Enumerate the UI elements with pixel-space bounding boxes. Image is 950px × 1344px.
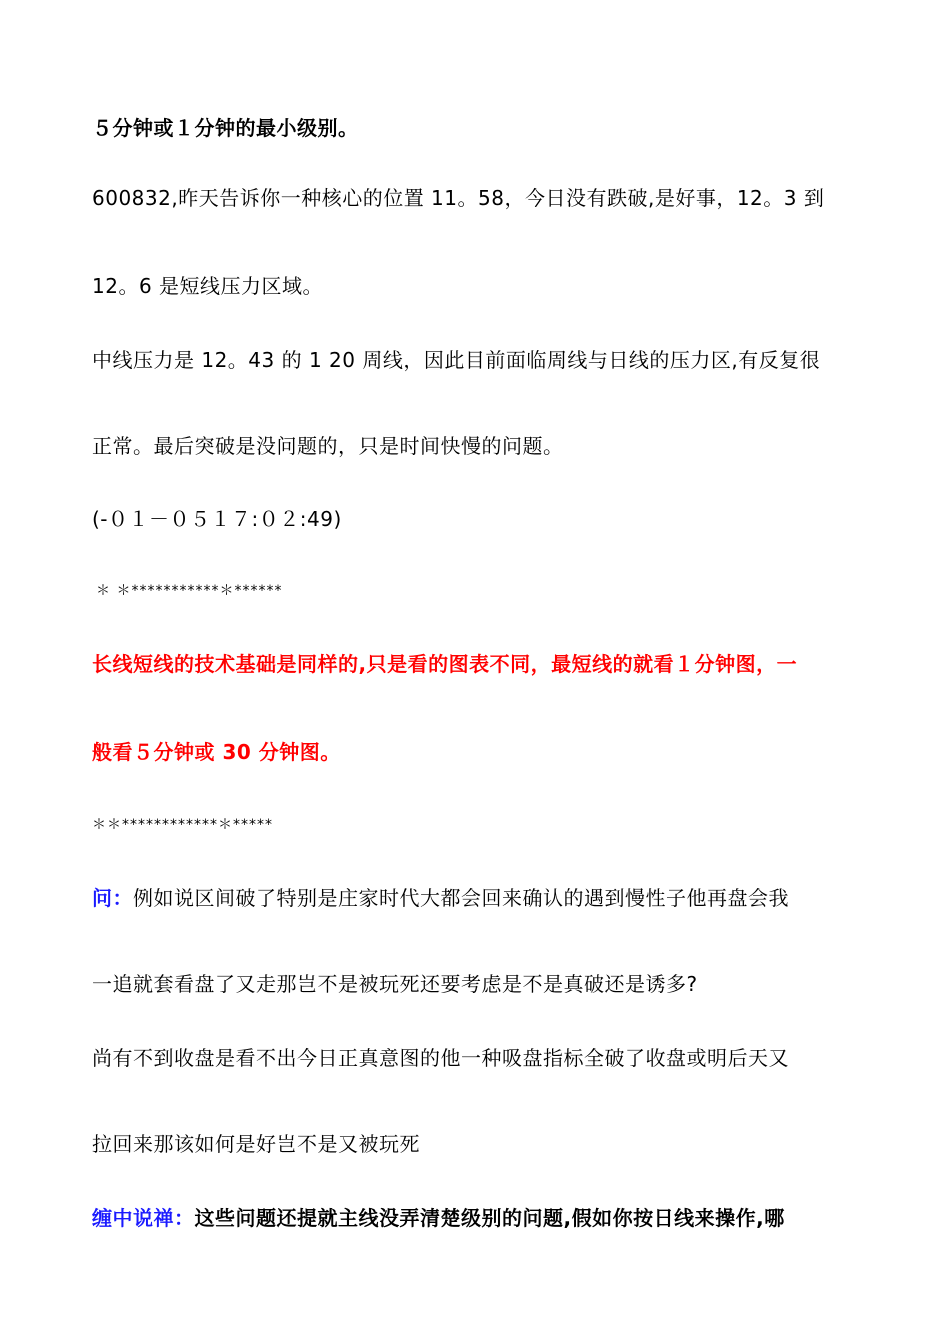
- text-line-4: 中线压力是 12。43 的 1 20 周线，因此目前面临周线与日线的压力区,有反复很: [92, 348, 821, 372]
- text-line-5: 正常。最后突破是没问题的，只是时间快慢的问题。: [92, 434, 564, 458]
- highlight-line-2: 般看５分钟或 30 分钟图。: [92, 740, 341, 764]
- text-line-1: ５分钟或１分钟的最小级别。: [92, 116, 359, 140]
- highlight-line-1: 长线短线的技术基础是同样的,只是看的图表不同，最短线的就看１分钟图，一: [92, 652, 798, 676]
- answer-label: 缠中说禅：: [92, 1206, 195, 1230]
- question-line-1: [92, 885, 862, 911]
- timestamp-line: (-０１－０５１７:０２:49): [92, 507, 342, 531]
- text-line-2: 600832,昨天告诉你一种核心的位置 11。58，今日没有跌破,是好事，12。3 到: [92, 186, 825, 210]
- text-line-3: 12。6 是短线压力区域。: [92, 274, 324, 298]
- answer-text-1: 这些问题还提就主线没弄清楚级别的问题,假如你按日线来操作,哪: [194, 1206, 785, 1230]
- question-line-2: 一追就套看盘了又走那岂不是被玩死还要考虑是不是真破还是诱多?: [92, 972, 698, 996]
- question-text-1: 例如说区间破了特别是庄家时代大都会回来确认的遇到慢性子他再盘会我: [133, 886, 789, 910]
- answer-line-1: [92, 1205, 862, 1231]
- question-label: 问：: [92, 886, 133, 910]
- separator-line-2: ＊＊************＊*****: [92, 817, 273, 833]
- question-line-4: 拉回来那该如何是好岂不是又被玩死: [92, 1132, 420, 1156]
- question-line-3: 尚有不到收盘是看不出今日正真意图的他一种吸盘指标全破了收盘或明后天又: [92, 1046, 789, 1070]
- separator-line-1: ＊ ＊***********＊******: [96, 583, 283, 599]
